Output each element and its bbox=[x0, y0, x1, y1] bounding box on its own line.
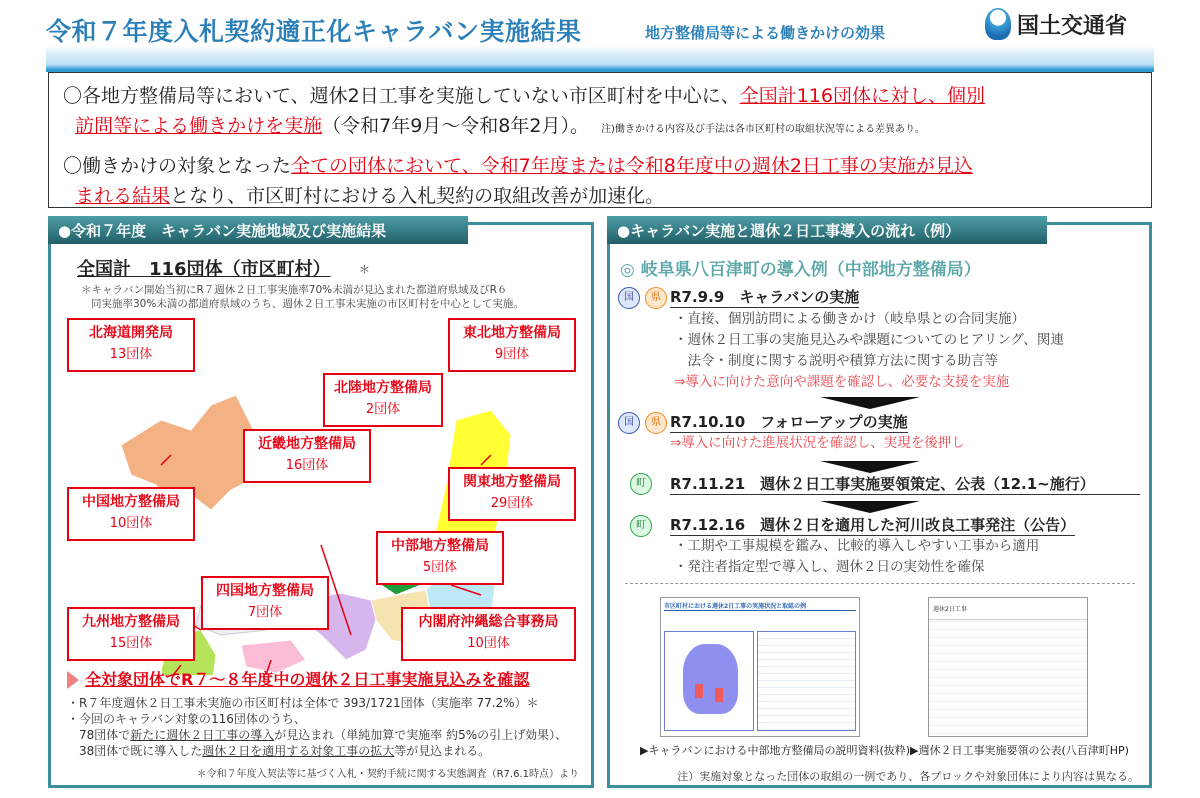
bullet bbox=[67, 743, 567, 759]
prefecture-badge-icon: 県 bbox=[645, 287, 667, 309]
region-name: 内閣府沖縄総合事務局 bbox=[418, 614, 559, 630]
highlight: 全国計116団体に対し、個別 bbox=[739, 85, 985, 107]
left-panel bbox=[48, 222, 594, 788]
step-4-title: R7.12.16 週休２日を適用した河川改良工事発注（公告） bbox=[670, 516, 1076, 534]
footnote-line: ＊キャラバン開始当初にR７週休２日工事実施率70%未満が見込まれた都道府県域及びR６ bbox=[81, 284, 508, 296]
text: （令和7年9月～令和8年2月）。 bbox=[322, 115, 589, 137]
town-badge-icon: 町 bbox=[630, 515, 652, 537]
town-badge-icon: 町 bbox=[630, 473, 652, 495]
region-name: 東北地方整備局 bbox=[463, 325, 561, 341]
region-kyushu bbox=[67, 607, 195, 661]
thumbnail-title: 市区町村における週休2日工事の実施状況と取組の例 bbox=[664, 601, 856, 611]
summary-point-2 bbox=[63, 151, 1137, 211]
step-2-result: ⇒導入に向けた進展状況を確認し、実現を後押し bbox=[670, 435, 965, 451]
region-count: 9団体 bbox=[494, 347, 530, 362]
region-name: 九州地方整備局 bbox=[82, 614, 180, 630]
text: 等が見込まれる。 bbox=[394, 744, 491, 758]
region-count: 15団体 bbox=[109, 636, 153, 651]
thumbnail-title: 週休2日工事 bbox=[929, 598, 1087, 620]
result-bullets bbox=[67, 695, 567, 759]
text: 78団体で bbox=[79, 728, 131, 742]
thumbnail-map bbox=[664, 631, 754, 731]
region-count: 16団体 bbox=[285, 458, 329, 473]
page-subtitle: 地方整備局等による働きかけの効果 bbox=[645, 24, 886, 42]
region-hokkaido bbox=[67, 318, 195, 372]
region-count: 7団体 bbox=[247, 605, 283, 620]
text: となり、市区町村における入札契約の取組改善が加速化。 bbox=[170, 185, 665, 207]
text: 〇働きかけの対象となった bbox=[63, 155, 292, 177]
region-name: 近畿地方整備局 bbox=[258, 436, 356, 452]
down-arrow-icon bbox=[820, 461, 920, 473]
down-arrow-icon bbox=[820, 397, 920, 409]
header-band bbox=[46, 46, 1154, 72]
region-okinawa bbox=[401, 607, 576, 661]
bullet bbox=[67, 727, 567, 743]
region-count: 13団体 bbox=[109, 347, 153, 362]
thumbnail-caption-2: ▶週休２日工事実施要領の公表(八百津町HP) bbox=[910, 744, 1129, 757]
case-title: ◎ 岐阜県八百津町の導入例（中部地方整備局） bbox=[620, 260, 981, 280]
detail-line: ・発注者指定型で導入し、週休２日の実効性を確保 bbox=[674, 559, 985, 575]
detail-line: ・直接、個別訪問による働きかけ（岐阜県との合同実施） bbox=[674, 311, 1025, 327]
note: 注)働きかける内容及び手法は各市区町村の取組状況等による差異あり。 bbox=[601, 124, 925, 135]
region-count: 2団体 bbox=[365, 402, 401, 417]
total-mark: ＊ bbox=[359, 263, 370, 276]
right-panel-heading: ●キャラバン実施と週休２日工事導入の流れ（例） bbox=[607, 216, 1047, 244]
badges-step2 bbox=[618, 410, 667, 434]
badges-step1 bbox=[618, 285, 667, 309]
page-title: 令和７年度入札契約適正化キャラバン実施結果 bbox=[46, 17, 582, 46]
region-name: 北海道開発局 bbox=[89, 325, 173, 341]
right-panel bbox=[607, 222, 1152, 788]
detail-line: ・週休２日工事の実施見込みや課題についてのヒアリング、関連 bbox=[674, 332, 1064, 348]
highlight: 訪問等による働きかけを実施 bbox=[75, 115, 323, 137]
badge-step4 bbox=[630, 513, 652, 537]
region-count: 29団体 bbox=[490, 496, 534, 511]
prefecture-badge-icon: 県 bbox=[645, 412, 667, 434]
thumbnail-caption-1: ▶キャラバンにおける中部地方整備局の説明資料(抜粋) bbox=[640, 744, 911, 757]
summary-point-1 bbox=[63, 81, 1137, 145]
source-note: ＊令和７年度入契法等に基づく入札・契約手続に関する実態調査（R7.6.1時点）より bbox=[196, 769, 579, 780]
mlit-emblem-icon bbox=[985, 8, 1011, 40]
region-count: 10団体 bbox=[109, 516, 153, 531]
divider bbox=[625, 583, 1135, 584]
region-name: 中国地方整備局 bbox=[82, 494, 180, 510]
detail-line: ・工期や工事規模を鑑み、比較的導入しやすい工事から適用 bbox=[674, 538, 1040, 554]
total-count: 全国計 116団体（市区町村） bbox=[77, 259, 331, 280]
region-count: 10団体 bbox=[467, 636, 510, 651]
highlight: 全ての団体において、令和7年度または令和8年度中の週休2日工事の実施が見込 bbox=[291, 155, 973, 177]
thumbnail-table bbox=[757, 631, 856, 731]
region-kanto bbox=[448, 467, 576, 521]
step-3-title: R7.11.21 週休２日工事実施要領策定、公表（12.1~施行） bbox=[670, 473, 1140, 495]
badge-step3 bbox=[630, 471, 652, 495]
triangle-icon bbox=[67, 671, 79, 689]
region-name: 北陸地方整備局 bbox=[334, 380, 432, 396]
step-1-title: R7.9.9 キャラバンの実施 bbox=[670, 288, 860, 306]
footnote bbox=[81, 283, 524, 311]
region-name: 中部地方整備局 bbox=[391, 538, 489, 554]
footer-note: 注）実施対象となった団体の取組の一例であり、各ブロックや対象団体により内容は異なる。 bbox=[677, 770, 1139, 783]
mlit-logo bbox=[985, 8, 1127, 40]
national-badge-icon: 国 bbox=[618, 287, 640, 309]
region-name: 四国地方整備局 bbox=[216, 583, 314, 599]
footnote-line: 同実施率30%未満の都道府県域のうち、週休２日工事未実施の市区町村を中心として実施。 bbox=[91, 298, 524, 310]
summary-box bbox=[48, 72, 1152, 208]
text: 週休２日を適用する対象工事の拡大 bbox=[202, 744, 395, 758]
detail-line: 法令・制度に関する説明や積算方法に関する助言等 bbox=[674, 353, 998, 369]
region-count: 5団体 bbox=[422, 560, 458, 575]
highlight: まれる結果 bbox=[75, 185, 171, 207]
text: 〇各地方整備局等において、週休2日工事を実施していない市区町村を中心に、 bbox=[63, 85, 740, 107]
thumbnail-yaotsu-hp[interactable] bbox=[928, 597, 1088, 737]
left-panel-heading: ●令和７年度 キャラバン実施地域及び実施結果 bbox=[48, 216, 468, 244]
region-kinki bbox=[243, 429, 371, 483]
text: が見込まれ（単純加算で実施率 約5%の引上げ効果）、 bbox=[274, 728, 568, 742]
step-4-details bbox=[674, 536, 1039, 578]
region-shikoku bbox=[201, 576, 329, 630]
text: 新たに週休２日工事の導入 bbox=[130, 728, 275, 742]
down-arrow-icon bbox=[820, 501, 920, 513]
step-1-details bbox=[674, 309, 1064, 393]
region-tohoku bbox=[448, 318, 576, 372]
region-chugoku bbox=[67, 487, 195, 541]
step-2-title: R7.10.10 フォローアップの実施 bbox=[670, 413, 908, 431]
thumbnail-chubu-material[interactable] bbox=[660, 597, 860, 737]
region-name: 関東地方整備局 bbox=[463, 474, 561, 490]
result-heading: 全対象団体でR７～８年度中の週休２日工事実施見込みを確認 bbox=[85, 670, 530, 689]
region-chubu bbox=[376, 531, 504, 585]
bullet: ・今回のキャラバン対象の116団体のうち、 bbox=[67, 712, 306, 726]
national-badge-icon: 国 bbox=[618, 412, 640, 434]
region-hokuriku bbox=[323, 373, 443, 427]
logo-text: 国土交通省 bbox=[1017, 13, 1128, 39]
text: 38団体で既に導入した bbox=[79, 744, 203, 758]
bullet: ・R７年度週休２日工事未実施の市区町村は全体で 393/1721団体（実施率 77.2%）＊ bbox=[67, 696, 539, 710]
step-result: ⇒導入に向けた意向や課題を確認し、必要な支援を実施 bbox=[674, 374, 1010, 390]
